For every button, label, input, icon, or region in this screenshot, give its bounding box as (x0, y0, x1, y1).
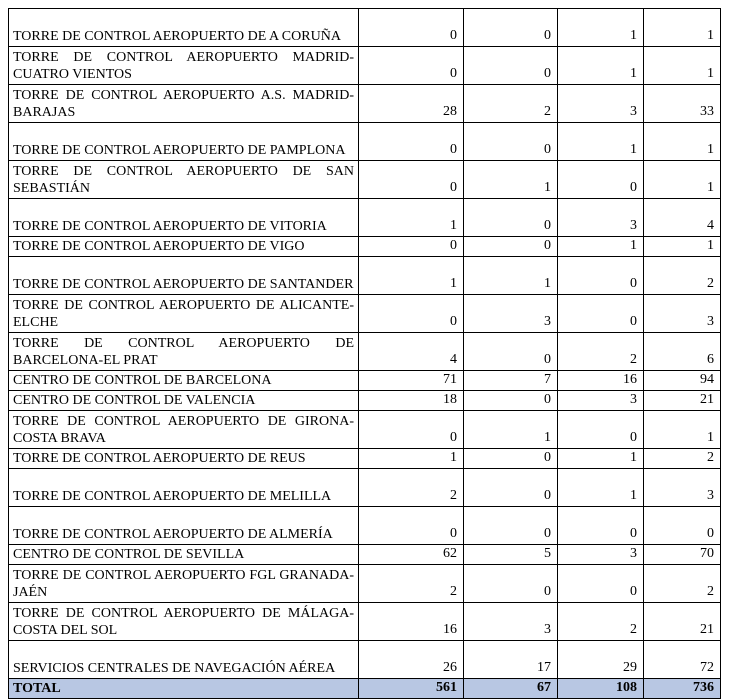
value-cell-2: 0 (464, 47, 558, 85)
unit-name-cell: TORRE DE CONTROL AEROPUERTO DE SANTANDER (9, 257, 359, 295)
table-row (9, 603, 721, 641)
table-row (9, 411, 721, 449)
value-cell-1: 1 (359, 257, 464, 295)
value-cell-2: 1 (464, 161, 558, 199)
value-cell-3: 29 (558, 641, 644, 679)
value-cell-2: 0 (464, 123, 558, 161)
table-row (9, 47, 721, 85)
value-cell-3: 3 (558, 199, 644, 237)
unit-name-cell: TORRE DE CONTROL AEROPUERTO DE ALMERÍA (9, 507, 359, 545)
value-cell-4: 2 (644, 565, 721, 603)
table-row (9, 507, 721, 545)
table-row (9, 545, 721, 565)
value-cell-3: 0 (558, 507, 644, 545)
value-cell-4: 1 (644, 161, 721, 199)
table-row (9, 9, 721, 47)
value-cell-1: 2 (359, 469, 464, 507)
table-row (9, 85, 721, 123)
unit-name-cell: TORRE DE CONTROL AEROPUERTO DE A CORUÑA (9, 9, 359, 47)
value-cell-2: 0 (464, 507, 558, 545)
value-cell-3: 0 (558, 257, 644, 295)
table-row (9, 641, 721, 679)
value-cell-3: 2 (558, 333, 644, 371)
table-row (9, 565, 721, 603)
table-container (8, 8, 720, 699)
value-cell-2: 0 (464, 9, 558, 47)
value-cell-1: 0 (359, 411, 464, 449)
value-cell-2: 3 (464, 295, 558, 333)
unit-name-cell: CENTRO DE CONTROL DE SEVILLA (9, 545, 359, 565)
table-body (9, 9, 721, 699)
value-cell-2: 17 (464, 641, 558, 679)
value-cell-2: 1 (464, 411, 558, 449)
value-cell-2: 7 (464, 371, 558, 391)
total-value-2: 67 (464, 679, 558, 699)
value-cell-4: 1 (644, 237, 721, 257)
value-cell-1: 1 (359, 199, 464, 237)
value-cell-2: 5 (464, 545, 558, 565)
unit-name-cell: TORRE DE CONTROL AEROPUERTO DE PAMPLONA (9, 123, 359, 161)
value-cell-3: 0 (558, 161, 644, 199)
value-cell-3: 0 (558, 411, 644, 449)
value-cell-1: 18 (359, 391, 464, 411)
table-row (9, 123, 721, 161)
table-row (9, 295, 721, 333)
value-cell-2: 1 (464, 257, 558, 295)
value-cell-1: 16 (359, 603, 464, 641)
unit-name-cell: TORRE DE CONTROL AEROPUERTO DE MÁLAGA-COSTA DEL SOL (9, 603, 359, 641)
total-value-1: 561 (359, 679, 464, 699)
value-cell-3: 1 (558, 123, 644, 161)
value-cell-1: 0 (359, 123, 464, 161)
value-cell-4: 0 (644, 507, 721, 545)
value-cell-4: 4 (644, 199, 721, 237)
value-cell-1: 0 (359, 237, 464, 257)
value-cell-1: 26 (359, 641, 464, 679)
value-cell-4: 21 (644, 391, 721, 411)
value-cell-4: 1 (644, 9, 721, 47)
value-cell-1: 0 (359, 9, 464, 47)
value-cell-4: 94 (644, 371, 721, 391)
table-row (9, 257, 721, 295)
value-cell-1: 2 (359, 565, 464, 603)
unit-name-cell: TORRE DE CONTROL AEROPUERTO FGL GRANADA-JAÉN (9, 565, 359, 603)
value-cell-3: 3 (558, 391, 644, 411)
value-cell-1: 71 (359, 371, 464, 391)
value-cell-4: 70 (644, 545, 721, 565)
table-row (9, 199, 721, 237)
value-cell-4: 21 (644, 603, 721, 641)
value-cell-2: 3 (464, 603, 558, 641)
value-cell-1: 0 (359, 507, 464, 545)
unit-name-cell: TORRE DE CONTROL AEROPUERTO DE MELILLA (9, 469, 359, 507)
table-row (9, 469, 721, 507)
value-cell-2: 2 (464, 85, 558, 123)
value-cell-3: 1 (558, 237, 644, 257)
total-value-3: 108 (558, 679, 644, 699)
value-cell-2: 0 (464, 469, 558, 507)
value-cell-4: 6 (644, 333, 721, 371)
value-cell-4: 3 (644, 295, 721, 333)
value-cell-2: 0 (464, 333, 558, 371)
value-cell-4: 33 (644, 85, 721, 123)
value-cell-1: 4 (359, 333, 464, 371)
unit-name-cell: TORRE DE CONTROL AEROPUERTO DE SAN SEBASTIÁN (9, 161, 359, 199)
total-row (9, 679, 721, 699)
value-cell-4: 1 (644, 123, 721, 161)
value-cell-4: 1 (644, 411, 721, 449)
table-row (9, 391, 721, 411)
unit-name-cell: SERVICIOS CENTRALES DE NAVEGACIÓN AÉREA (9, 641, 359, 679)
value-cell-2: 0 (464, 565, 558, 603)
value-cell-3: 1 (558, 9, 644, 47)
value-cell-3: 16 (558, 371, 644, 391)
value-cell-3: 3 (558, 85, 644, 123)
unit-name-cell: TORRE DE CONTROL AEROPUERTO DE ALICANTE-ELCHE (9, 295, 359, 333)
unit-name-cell: CENTRO DE CONTROL DE BARCELONA (9, 371, 359, 391)
table-row (9, 371, 721, 391)
value-cell-4: 1 (644, 47, 721, 85)
value-cell-3: 0 (558, 295, 644, 333)
value-cell-1: 0 (359, 295, 464, 333)
value-cell-3: 1 (558, 469, 644, 507)
unit-name-cell: TORRE DE CONTROL AEROPUERTO DE VITORIA (9, 199, 359, 237)
value-cell-1: 0 (359, 47, 464, 85)
unit-name-cell: CENTRO DE CONTROL DE VALENCIA (9, 391, 359, 411)
unit-name-cell: TORRE DE CONTROL AEROPUERTO DE GIRONA-COSTA BRAVA (9, 411, 359, 449)
value-cell-2: 0 (464, 391, 558, 411)
unit-name-cell: TORRE DE CONTROL AEROPUERTO DE BARCELONA-EL PRAT (9, 333, 359, 371)
value-cell-2: 0 (464, 237, 558, 257)
unit-name-cell: TORRE DE CONTROL AEROPUERTO A.S. MADRID-BARAJAS (9, 85, 359, 123)
value-cell-1: 28 (359, 85, 464, 123)
table-row (9, 161, 721, 199)
value-cell-4: 72 (644, 641, 721, 679)
total-value-4: 736 (644, 679, 721, 699)
unit-name-cell: TORRE DE CONTROL AEROPUERTO DE VIGO (9, 237, 359, 257)
value-cell-2: 0 (464, 449, 558, 469)
table-row (9, 333, 721, 371)
value-cell-1: 62 (359, 545, 464, 565)
value-cell-3: 3 (558, 545, 644, 565)
value-cell-4: 2 (644, 257, 721, 295)
value-cell-1: 1 (359, 449, 464, 469)
value-cell-3: 2 (558, 603, 644, 641)
table-row (9, 237, 721, 257)
unit-name-cell: TORRE DE CONTROL AEROPUERTO MADRID-CUATRO VIENTOS (9, 47, 359, 85)
unit-name-cell: TORRE DE CONTROL AEROPUERTO DE REUS (9, 449, 359, 469)
value-cell-2: 0 (464, 199, 558, 237)
value-cell-3: 1 (558, 47, 644, 85)
table-row (9, 449, 721, 469)
data-table (8, 8, 721, 699)
value-cell-3: 1 (558, 449, 644, 469)
total-label: TOTAL (9, 679, 359, 699)
value-cell-1: 0 (359, 161, 464, 199)
value-cell-4: 3 (644, 469, 721, 507)
value-cell-4: 2 (644, 449, 721, 469)
value-cell-3: 0 (558, 565, 644, 603)
